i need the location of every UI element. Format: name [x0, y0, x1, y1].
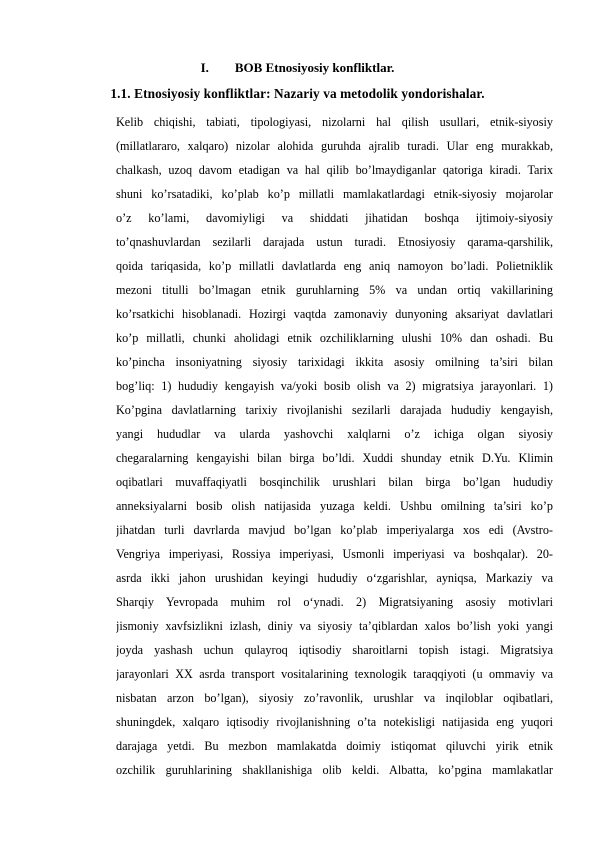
- text-line: anneksiyalarni bosib olish natijasida yuzaga keldi. Ushbu omilning ta’siri ko’p: [116, 499, 553, 513]
- chapter-heading: [0, 60, 595, 76]
- text-line: shuningdek, xalqaro iqtisodiy rivojlanishning o’ta notekisligi natijasida eng yuqori: [116, 715, 553, 729]
- text-line: Vengriya imperiyasi, Rossiya imperiyasi, Usmonli imperiyasi va boshqalar). 20-: [116, 547, 553, 561]
- text-line: jismoniy xavfsizlikni izlash, diniy va siyosiy ta’qiblardan xalos bo’lish yoki yangi: [116, 619, 553, 633]
- section-heading: 1.1. Etnosiyosiy konfliktlar: Nazariy va metodolik yondorishalar.: [110, 86, 485, 101]
- text-line: jihatdan turli davrlarda mavjud bo’lgan ko’plab imperiyalarga xos edi (Avstro-: [116, 523, 553, 537]
- text-line: ozchilik guruhlarining shakllanishiga olib keldi. Albatta, ko’pgina mamlakatlar: [116, 763, 553, 777]
- text-line: Ko’pgina davlatlarning tarixiy rivojlanishi sezilarli darajada hududiy kengayish,: [116, 403, 553, 417]
- text-line: nisbatan arzon bo’lgan), siyosiy zo’ravonlik, urushlar va inqiloblar oqibatlari,: [116, 691, 553, 705]
- text-line: oqibatlari muvaffaqiyatli bosqinchilik urushlari bilan birga bo’lgan hududiy: [116, 475, 553, 489]
- text-line: joyda yashash uchun qulayroq iqtisodiy sharoitlarni topish istagi. Migratsiya: [116, 643, 553, 657]
- text-line: to’qnashuvlardan sezilarli darajada ustun turadi. Etnosiyosiy qarama-qarshilik,: [116, 235, 553, 249]
- text-line: Sharqiy Yevropada muhim rol o‘ynadi. 2) Migratsiyaning asosiy motivlari: [116, 595, 553, 609]
- body-paragraph: [116, 110, 553, 782]
- text-line: qoida tariqasida, ko’p millatli davlatlarda eng aniq namoyon bo’ladi. Polietniklik: [116, 259, 553, 273]
- text-line: ko’p millatli, chunki aholidagi etnik ozchiliklarning ulushi 10% dan oshadi. Bu: [116, 331, 553, 345]
- text-line: o’z ko’lami, davomiyligi va shiddati jihatidan boshqa ijtimoiy-siyosiy: [116, 211, 553, 225]
- text-line: mezoni titulli bo’lmagan etnik guruhlarning 5% va undan ortiq vakillarining: [116, 283, 553, 297]
- text-line: chegaralarning kengayishi bilan birga bo’ldi. Xuddi shunday etnik D.Yu. Klimin: [116, 451, 553, 465]
- text-line: darajaga yetdi. Bu mezbon mamlakatda doimiy istiqomat qiluvchi yirik etnik: [116, 739, 553, 753]
- text-line: asrda ikki jahon urushidan keyingi hududiy o‘zgarishlar, ayniqsa, Markaziy va: [116, 571, 553, 585]
- text-line: jarayonlari XX asrda transport vositalarining texnologik taraqqiyoti (u ommaviy va: [116, 667, 553, 681]
- text-line: (millatlararo, xalqaro) nizolar alohida guruhda ajralib turadi. Ular eng murakkab,: [116, 139, 553, 153]
- text-line: ko’rsatkichi hisoblanadi. Hozirgi vaqtda zamonaviy dunyoning aksariyat davlatlari: [116, 307, 553, 321]
- text-line: Kelib chiqishi, tabiati, tipologiyasi, nizolarni hal qilish usullari, etnik-siyosiy: [116, 115, 553, 129]
- text-line: ko’pincha insoniyatning siyosiy tarixidagi ikkita asosiy omilning ta’siri bilan: [116, 355, 553, 369]
- chapter-title: BOB Etnosiyosiy konfliktlar.: [234, 60, 395, 75]
- text-line: shuni ko’rsatadiki, ko’plab ko’p millatli mamlakatlardagi etnik-siyosiy mojarolar: [116, 187, 553, 201]
- text-line: bog’liq: 1) hududiy kengayish va/yoki bosib olish va 2) migratsiya jarayonlari. 1): [116, 379, 553, 393]
- text-line: yangi hududlar va ularda yashovchi xalqlarni o’z ichiga olgan siyosiy: [116, 427, 553, 441]
- chapter-number: I.: [200, 60, 209, 75]
- text-line: chalkash, uzoq davom etadigan va hal qilib bo’lmaydiganlar qatoriga kiradi. Tarix: [116, 163, 553, 177]
